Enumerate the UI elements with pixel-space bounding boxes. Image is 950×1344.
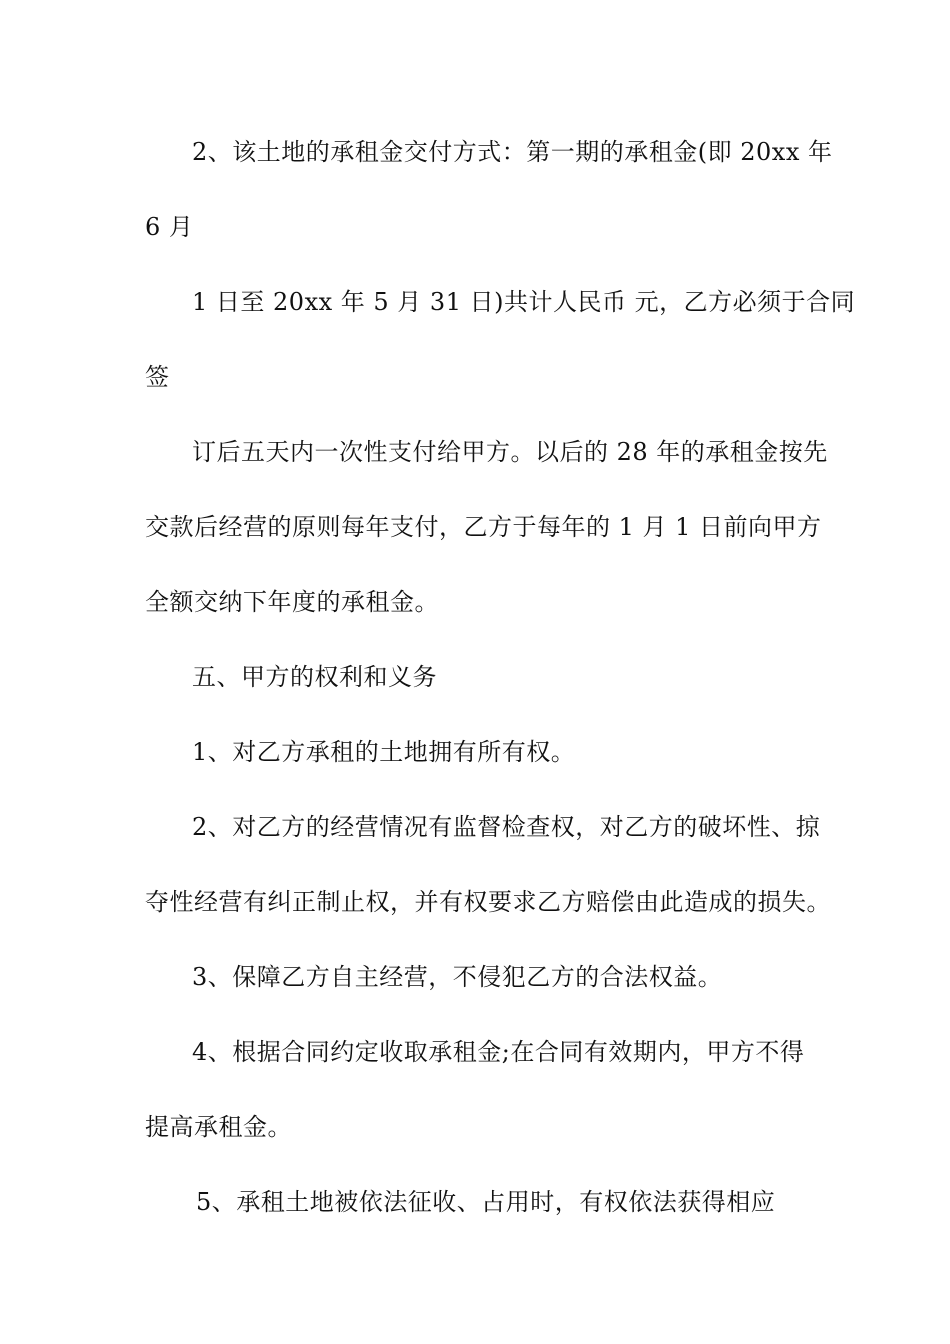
- paragraph-line: 全额交纳下年度的承租金。: [145, 588, 439, 616]
- paragraph-line: 提高承租金。: [145, 1113, 292, 1141]
- paragraph-line: 6 月: [145, 213, 194, 241]
- paragraph-line: 2、该土地的承租金交付方式：第一期的承租金(即 20xx 年: [192, 138, 833, 166]
- paragraph-line: 订后五天内一次性支付给甲方。以后的 28 年的承租金按先: [192, 438, 828, 466]
- paragraph-line: 5、承租土地被依法征收、占用时，有权依法获得相应: [196, 1188, 776, 1216]
- paragraph-line: 4、根据合同约定收取承租金;在合同有效期内，甲方不得: [192, 1038, 805, 1066]
- paragraph-line: 3、保障乙方自主经营，不侵犯乙方的合法权益。: [192, 963, 723, 991]
- paragraph-line: 签: [145, 363, 170, 391]
- paragraph-line: 交款后经营的原则每年支付，乙方于每年的 1 月 1 日前向甲方: [145, 513, 822, 541]
- paragraph-line: 夺性经营有纠正制止权，并有权要求乙方赔偿由此造成的损失。: [145, 888, 831, 916]
- paragraph-line: 2、对乙方的经营情况有监督检查权，对乙方的破坏性、掠: [192, 813, 821, 841]
- section-heading: 五、甲方的权利和义务: [192, 663, 437, 691]
- paragraph-line: 1 日至 20xx 年 5 月 31 日)共计人民币 元，乙方必须于合同: [192, 288, 856, 316]
- paragraph-line: 1、对乙方承租的土地拥有所有权。: [192, 738, 576, 766]
